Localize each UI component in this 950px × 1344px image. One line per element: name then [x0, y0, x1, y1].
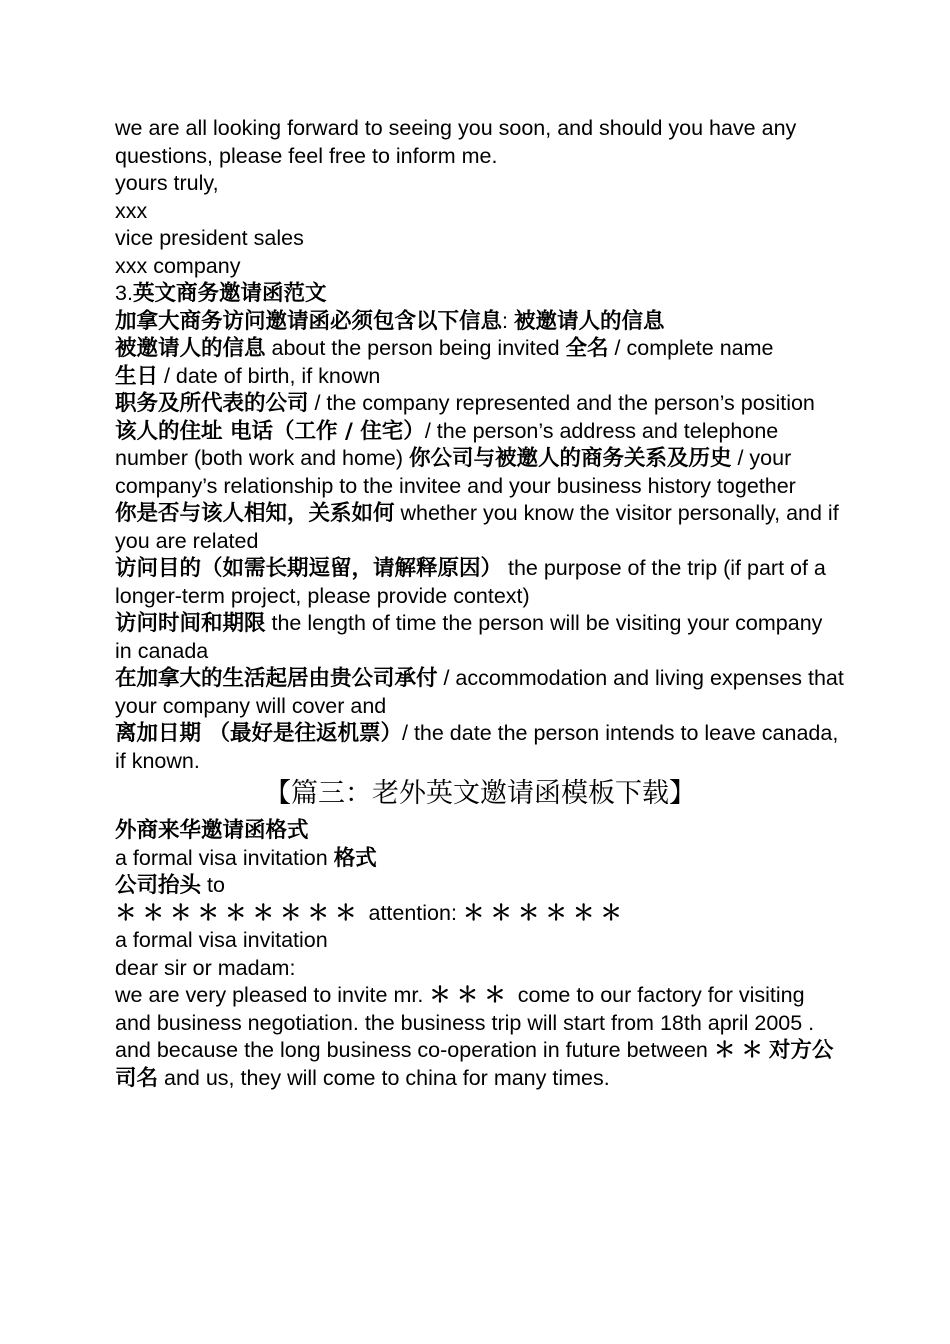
closing-paragraph: we are all looking forward to seeing you soon, and should you have any questions, please feel free to inform me. — [115, 116, 797, 168]
letter-format-zh: 格式 — [333, 845, 377, 871]
info-item — [115, 390, 845, 418]
info-item-zh: 你是否与该人相知，关系如何 — [115, 501, 395, 526]
closing-company: xxx company — [115, 253, 241, 278]
letter-title-zh: 外商来华邀请函格式 — [115, 818, 309, 843]
info-item — [115, 665, 845, 720]
letter-body-text: come to our factory for visiting and business negotiation. the business trip will start from 18th april 2005 . and because the long business co-operation in future between — [115, 983, 815, 1062]
closing-salutation: yours truly, — [115, 171, 219, 195]
info-item-en2: / your company’s relationship to the invitee and your business history together — [115, 446, 796, 498]
info-item-en: / the person’s address and telephone number (both work and home) — [115, 418, 779, 470]
info-item-zh: 被邀请人的信息 — [115, 336, 266, 361]
placeholder-stars: ＊＊ — [713, 1038, 769, 1062]
info-item-zh: 离加日期 （最好是往返机票） — [115, 721, 402, 746]
info-item — [115, 555, 845, 610]
info-item-en: / date of birth, if known — [158, 363, 381, 388]
info-item — [115, 720, 845, 775]
section3-title-text: 英文商务邀请函范文 — [132, 281, 327, 306]
letter-greeting: dear sir or madam: — [115, 955, 296, 980]
info-item-en: / the date the person intends to leave canada, if known. — [115, 721, 839, 773]
info-item-zh: 访问目的（如需长期逗留，请解释原因） — [115, 556, 503, 581]
letter-header-zh: 公司抬头 — [115, 873, 202, 898]
letter-header-en: to — [201, 873, 225, 897]
info-item-zh2: 全名 — [565, 336, 609, 361]
placeholder-stars: ＊＊＊＊＊＊＊＊＊ — [115, 900, 363, 925]
info-item-zh: 该人的住址 电话（工作 / 住宅） — [115, 418, 425, 444]
section3-number: 3. — [115, 281, 133, 305]
letter-body — [115, 982, 845, 1092]
info-item-en: about the person being invited — [265, 336, 566, 360]
info-item — [115, 418, 845, 501]
section3-intro-colon: : — [502, 308, 514, 333]
letter-header-line — [115, 872, 845, 900]
info-item — [115, 610, 845, 665]
section3-intro — [115, 308, 845, 336]
placeholder-stars: ＊＊＊ — [429, 983, 512, 1007]
section-heading: 【篇三：老外英文邀请函模板下载】 — [264, 778, 696, 809]
letter-body-text: we are very pleased to invite mr. — [115, 983, 430, 1007]
letter-body-text: and us, they will come to china for many times. — [158, 1065, 610, 1090]
letter-body-zh: 对方公司名 — [115, 1038, 834, 1091]
info-item-en: whether you know the visitor personally, and if you are related — [115, 501, 839, 553]
info-item-zh2: 你公司与被邀人的商务关系及历史 — [408, 446, 732, 471]
info-item — [115, 363, 845, 391]
document-page — [115, 115, 845, 1092]
info-item-en: the length of time the person will be visiting your company in canada — [115, 611, 823, 663]
letter-title — [115, 817, 845, 845]
closing-title: vice president sales — [115, 226, 304, 250]
info-item-zh: 在加拿大的生活起居由贵公司承付 — [115, 666, 438, 691]
info-item-zh: 访问时间和期限 — [115, 611, 266, 636]
letter-attention-line — [115, 900, 845, 928]
info-item-en: the purpose of the trip (if part of a longer-term project, please provide context) — [115, 556, 826, 608]
letter-format-en: a formal visa invitation — [115, 845, 334, 870]
info-item — [115, 500, 845, 555]
info-item — [115, 335, 845, 363]
section3-intro-zh2: 被邀请人的信息 — [513, 308, 665, 334]
section3-title — [115, 280, 845, 308]
closing-signature: xxx — [115, 198, 148, 223]
info-item-en: / the company represented and the person’s position — [308, 391, 815, 415]
info-item-zh: 职务及所代表的公司 — [115, 391, 309, 416]
info-item-en2: / complete name — [608, 336, 774, 360]
section3-intro-zh: 加拿大商务访问邀请函必须包含以下信息 — [115, 308, 503, 334]
placeholder-stars: ＊＊＊＊＊＊ — [462, 900, 628, 925]
letter-format-line — [115, 845, 845, 873]
letter-subject: a formal visa invitation — [115, 928, 328, 952]
info-item-zh: 生日 — [115, 363, 159, 389]
info-item-en: / accommodation and living expenses that your company will cover and — [115, 666, 844, 718]
attention-label: attention: — [362, 900, 463, 925]
